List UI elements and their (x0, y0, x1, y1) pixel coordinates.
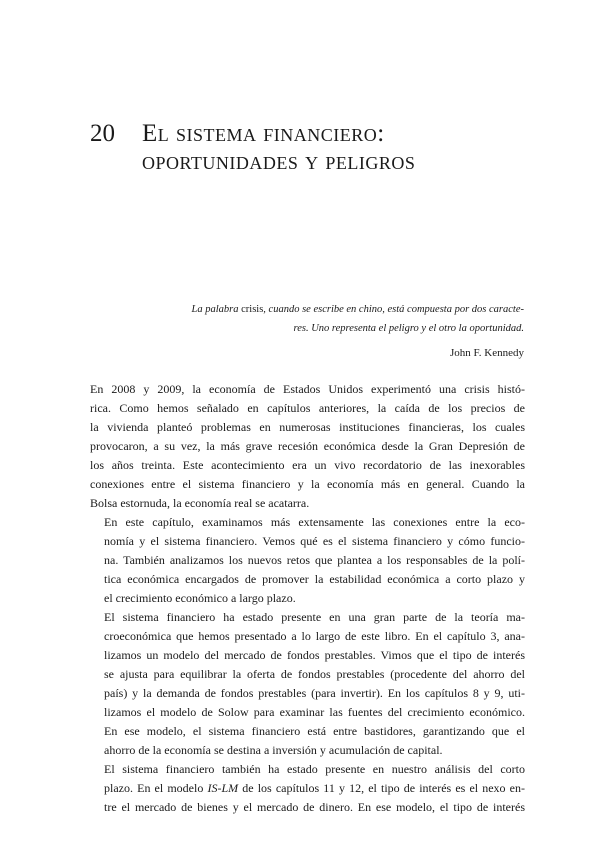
paragraph-1-line-7: Bolsa estornuda, la economía real se acatarra. (90, 496, 310, 510)
model-name-is-lm: IS-LM (207, 781, 239, 795)
paragraph-1-line-6: conexiones entre el sistema financiero y la economía más en general. Cuando la (90, 477, 525, 491)
paragraph-1 (90, 380, 525, 513)
paragraph-1-line-5: los años treinta. Este acontecimiento era un vivo recordatorio de las inexorables (90, 458, 525, 472)
paragraph-3-line-6: lizamos el modelo de Solow para examinar las fuentes del crecimiento económico. (104, 705, 525, 719)
paragraph-4-line-2 (90, 779, 525, 798)
chapter-number: 20 (90, 120, 115, 147)
paragraph-3-line-5: país) y la demanda de fondos prestables (para invertir). En los capítulos 8 y 9, uti- (104, 686, 525, 700)
paragraph-2-line-2: nomía y el sistema financiero. Vemos qué es el sistema financiero y cómo funcio- (104, 534, 525, 548)
paragraph-3-line-7: En ese modelo, el sistema financiero está entre bastidores, garantizando que el (104, 724, 525, 738)
paragraph-2-line-4: tica económica encargados de promover la estabilidad económica a corto plazo y (104, 572, 525, 586)
epigraph-line-2: res. Uno representa el peligro y el otro la oportunidad. (293, 323, 524, 334)
paragraph-2-line-1: En este capítulo, examinamos más extensamente las conexiones entre la eco- (104, 515, 525, 529)
paragraph-4 (90, 760, 525, 817)
epigraph-author: John F. Kennedy (450, 347, 524, 359)
paragraph-1-line-4: provocaron, a su vez, la más grave recesión económica desde la Gran Depresión de (90, 439, 525, 453)
paragraph-4-line-2-start: plazo. En el modelo (104, 781, 208, 795)
paragraph-2-line-3: na. También analizamos los nuevos retos que plantea a los responsables de la polí- (104, 553, 525, 567)
paragraph-2 (90, 513, 525, 608)
chapter-title-line-2: oportunidades y peligros (142, 148, 416, 175)
paragraph-4-line-3: tre el mercado de bienes y el mercado de dinero. En ese modelo, el tipo de interés (104, 800, 525, 814)
paragraph-1-line-3: la vivienda planteó problemas en numerosas instituciones financieras, los cuales (90, 420, 525, 434)
paragraph-3-line-3: lizamos un modelo del mercado de fondos prestables. Vimos que el tipo de interés (104, 648, 525, 662)
chapter-title (142, 120, 415, 176)
epigraph-line-1-end: , cuando se escribe en chino, está compuesta por dos caracte- (263, 304, 524, 315)
epigraph-word-crisis: crisis (241, 304, 264, 315)
paragraph-3-line-4: se ajusta para equilibrar la oferta de fondos prestables (procedente del ahorro del (104, 667, 525, 681)
epigraph-quote (150, 300, 524, 338)
paragraph-2-line-5: el crecimiento económico a largo plazo. (104, 591, 296, 605)
paragraph-1-line-2: rica. Como hemos señalado en capítulos anteriores, la caída de los precios de (90, 401, 525, 415)
body-text (90, 380, 525, 817)
paragraph-3 (90, 608, 525, 760)
paragraph-3-line-2: croeconómica que hemos presentado a lo largo de este libro. En el capítulo 3, ana- (104, 629, 525, 643)
paragraph-1-line-1: En 2008 y 2009, la economía de Estados Unidos experimentó una crisis histó- (90, 382, 525, 396)
chapter-title-line-1: El sistema financiero: (142, 120, 385, 147)
paragraph-3-line-8: ahorro de la economía se destina a inversión y acumulación de capital. (104, 743, 443, 757)
epigraph-line-1 (150, 300, 524, 319)
paragraph-4-line-2-end: de los capítulos 11 y 12, el tipo de interés es el nexo en- (238, 781, 525, 795)
epigraph-line-1-start: La palabra (191, 304, 242, 315)
paragraph-4-line-1: El sistema financiero también ha estado presente en nuestro análisis del corto (104, 762, 525, 776)
paragraph-3-line-1: El sistema financiero ha estado presente en una gran parte de la teoría ma- (104, 610, 525, 624)
